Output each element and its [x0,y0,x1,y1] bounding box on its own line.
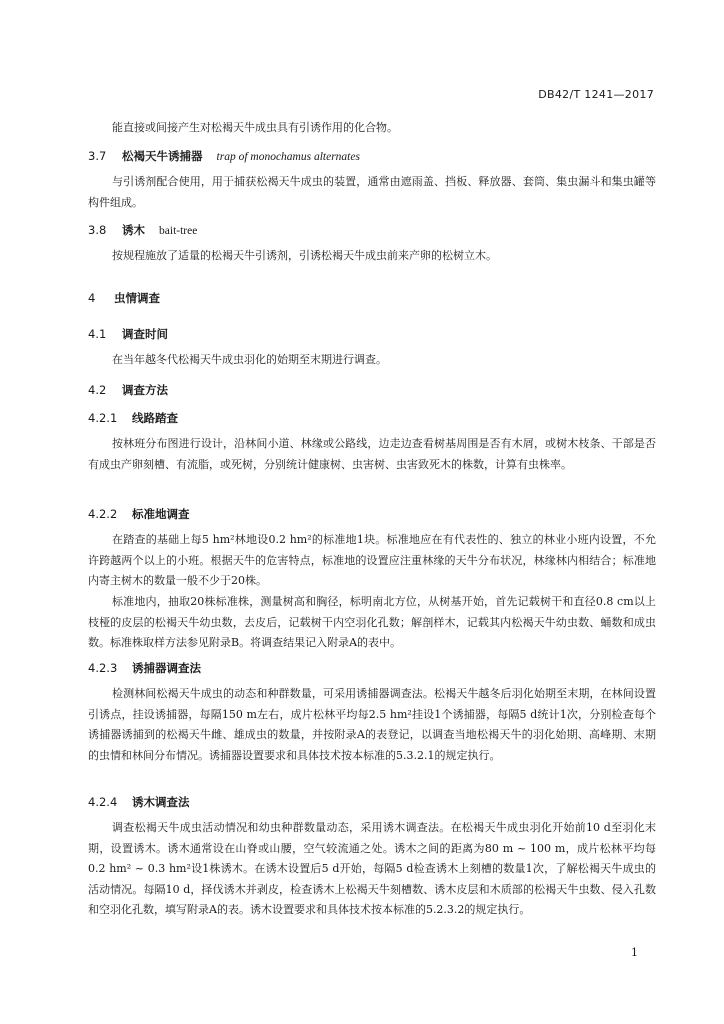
section-title: 虫情调查 [114,291,161,305]
section-title: 线路踏查 [132,411,179,425]
section-title: 诱木调查法 [132,795,190,809]
heading-3-7 [88,148,656,164]
section-title-en: bait-tree [159,225,198,237]
continued-paragraph: 能直接或间接产生对松褐天牛成虫具有引诱作用的化合物。 [112,121,398,134]
section-title: 诱捕器调查法 [132,661,202,675]
section-number: 4.1 [88,327,107,341]
heading-4 [88,290,656,306]
section-number: 4.2.4 [88,795,118,809]
paragraph-4-1: 在当年越冬代松褐天牛成虫羽化的始期至末期进行调查。 [112,353,387,366]
section-number: 3.8 [88,223,107,237]
section-number: 4.2.2 [88,507,118,521]
heading-4-2-3 [88,660,656,676]
heading-4-2-2 [88,506,656,522]
heading-4-2 [88,382,656,398]
paragraph-4-2-1: 按林班分布图进行设计，沿林间小道、林缘或公路线，边走边查看树基周围是否有木屑，或树木枝条、干部是否有成虫产卵刻槽、有流脂，或死树，分别统计健康树、虫害树、虫害致死木的株数，计算有虫株率。 [88,437,656,471]
paragraph-4-2-3: 检测林间松褐天牛成虫的动态和种群数量，可采用诱捕器调查法。松褐天牛越冬后羽化始期至末期，在林间设置引诱点，挂设诱捕器，每隔150 m左右，成片松林平均每2.5 hm²挂设1个诱捕器，每隔5 d统计1次，分别检查每个诱捕器诱捕到的松褐天牛雌、雄成虫的数量，并按附录A的表登记，以调查当地松褐天牛的羽化始期、高峰期、末期的虫情和林间分布情况。诱捕器设置要求和具体技术按本标准的5.3.2.1的规定执行。 [88,687,656,762]
page-number: 1 [631,946,638,959]
section-title: 松褐天牛诱捕器 [122,149,203,163]
section-title: 诱木 [122,223,146,237]
section-number: 4.2 [88,383,107,397]
doc-code-header: DB42/T 1241—2017 [538,88,654,101]
section-title: 标准地调查 [132,507,190,521]
section-title: 调查方法 [122,383,169,397]
heading-3-8 [88,222,656,238]
section-number: 4 [88,291,96,305]
heading-4-2-1 [88,410,656,426]
paragraph-4-2-2-a: 在踏查的基础上每5 hm²林地设0.2 hm²的标准地1块。标准地应在有代表性的、独立的林业小班内设置，不允许跨越两个以上的小班。根据天牛的危害特点，标准地的设置应注重林缘的天牛分布状况，林缘林内相结合；标准地内寄主树木的数量一般不少于20株。 [88,533,656,587]
paragraph-4-2-4: 调查松褐天牛成虫活动情况和幼虫种群数量动态，采用诱木调查法。在松褐天牛成虫羽化开始前10 d至羽化末期，设置诱木。诱木通常设在山脊或山腰，空气较流通之处。诱木之间的距离为80 m ~ 100 m，成片松林平均每0.2 hm² ~ 0.3 hm²设1株诱木。在诱木设置后5 d开始，每隔5 d检查诱木上刻槽的数量1次，了解松褐天牛成虫的活动情况。每隔10 d，择伐诱木并剥皮，检查诱木上松褐天牛刻槽数、诱木皮层和木质部的松褐天牛虫数、侵入孔数和空羽化孔数，填写附录A的表。诱木设置要求和具体技术按本标准的5.2.3.2的规定执行。 [88,821,656,916]
section-number: 4.2.1 [88,411,118,425]
paragraph-3-8: 按规程施放了适量的松褐天牛引诱剂，引诱松褐天牛成虫前来产卵的松树立木。 [112,249,497,262]
paragraph-4-2-2-b: 标准地内，抽取20株标准株，测量树高和胸径，标明南北方位，从树基开始，首先记载树干和直径0.8 cm以上枝桠的皮层的松褐天牛幼虫数，去皮后，记载树干内空羽化孔数；解剖样木，记载其内松褐天牛幼虫数、蛹数和成虫数。标准株取样方法参见附录B。将调查结果记入附录A的表中。 [88,595,656,649]
section-title-en: trap of monochamus alternates [216,151,360,163]
paragraph-3-7: 与引诱剂配合使用，用于捕获松褐天牛成虫的装置，通常由遮雨盖、挡板、释放器、套筒、集虫漏斗和集虫罐等构件组成。 [88,175,656,209]
heading-4-1 [88,326,656,342]
section-title: 调查时间 [122,327,169,341]
section-number: 3.7 [88,149,107,163]
section-number: 4.2.3 [88,661,118,675]
heading-4-2-4 [88,794,656,810]
